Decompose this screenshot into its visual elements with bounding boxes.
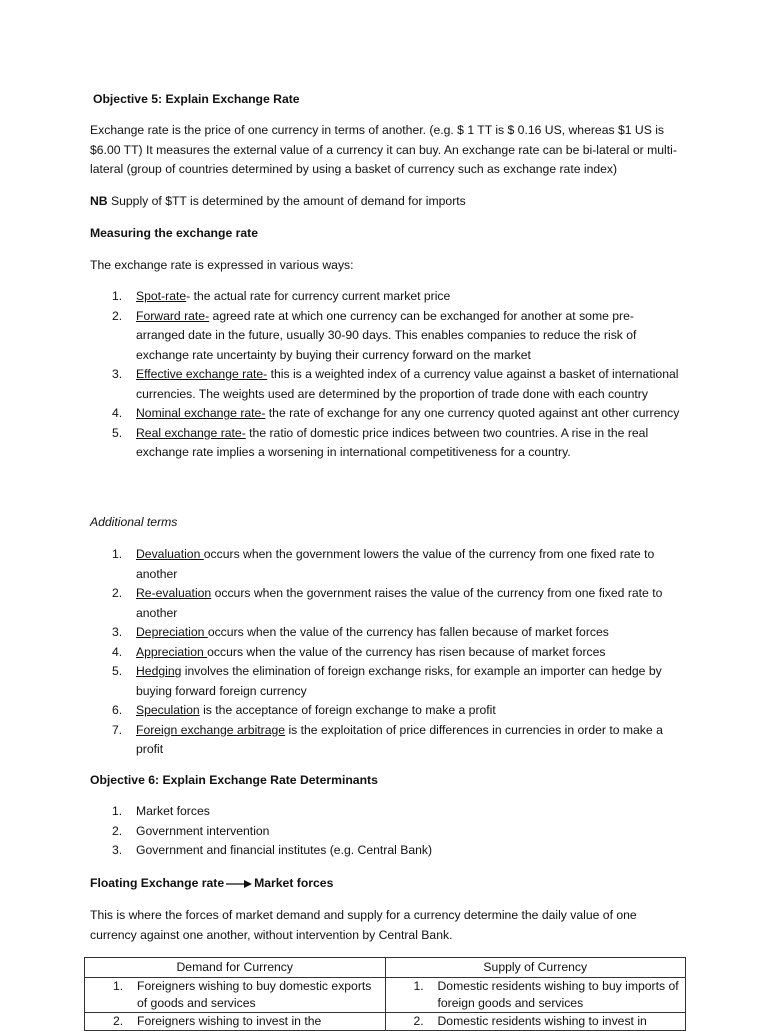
term: Appreciation bbox=[136, 644, 208, 659]
objective5-intro: Exchange rate is the price of one currency in terms of another. (e.g. $ 1 TT is $ 0.16 US, whereas $1 US is $6.00 TT) It measures the external value of a currency it can buy. An exchange rate can be bi-lateral or multi-lateral (group of countries determined by using a basket of currency such as exchange rate index) bbox=[90, 123, 677, 176]
list-item: 2. Government intervention bbox=[112, 823, 270, 838]
table-cell bbox=[85, 1013, 386, 1031]
table-cell bbox=[385, 978, 686, 1013]
list-item: 3. Effective exchange rate- this is a weighted index of a currency value against a basket of international currencies. The weights used are determined by the proportion of trade done with each country bbox=[112, 367, 679, 401]
list-item: 2. Domestic residents wishing to invest in bbox=[413, 1014, 647, 1028]
objective5-title: Objective 5: Explain Exchange Rate bbox=[93, 92, 300, 106]
list-item: 4. Nominal exchange rate- the rate of exchange for any one currency quoted against ant other currency bbox=[112, 406, 680, 420]
list-item: 3. Depreciation occurs when the value of the currency has fallen because of market forces bbox=[112, 625, 609, 639]
list-item: 6. Speculation is the acceptance of foreign exchange to make a profit bbox=[112, 703, 496, 717]
term: Hedging bbox=[136, 664, 182, 678]
term: Speculation bbox=[136, 703, 200, 717]
list-item: 5. Real exchange rate- the ratio of domestic price indices between two countries. A rise in the real exchange rate implies a worsening in international competitiveness for a country. bbox=[112, 425, 649, 459]
term: Foreign exchange arbitrage bbox=[136, 722, 286, 737]
term: Effective exchange rate- bbox=[136, 367, 268, 381]
term: Spot-rate bbox=[136, 289, 187, 303]
additional-heading: Additional terms bbox=[90, 515, 178, 529]
term: Depreciation bbox=[136, 625, 208, 639]
additional-list bbox=[90, 545, 680, 760]
demand-header: Demand for Currency bbox=[85, 958, 386, 978]
measuring-heading: Measuring the exchange rate bbox=[90, 226, 258, 240]
currency-table bbox=[84, 957, 686, 1031]
supply-header: Supply of Currency bbox=[385, 958, 686, 978]
list-item: 2. Re-evaluation occurs when the government raises the value of the currency from one fixed rate to another bbox=[112, 586, 663, 620]
nb-label: NB bbox=[90, 194, 108, 208]
list-item: 2. Foreigners wishing to invest in the bbox=[113, 1014, 322, 1028]
list-item: 7. Foreign exchange arbitrage is the exploitation of price differences in currencies in order to make a profit bbox=[112, 722, 663, 756]
list-item: 1. Domestic residents wishing to buy imports of foreign goods and services bbox=[413, 979, 679, 1010]
term: Real exchange rate- bbox=[136, 425, 246, 440]
table-cell bbox=[85, 978, 386, 1013]
list-item: 1. Foreigners wishing to buy domestic exports of goods and services bbox=[113, 979, 372, 1010]
table-row bbox=[85, 978, 686, 1013]
term: Nominal exchange rate- bbox=[136, 406, 266, 420]
table-header-row bbox=[85, 958, 686, 978]
term: Re-evaluation bbox=[136, 586, 212, 600]
objective6-list bbox=[90, 802, 680, 861]
list-item: 4. Appreciation occurs when the value of the currency has risen because of market forces bbox=[112, 644, 606, 659]
nb-note bbox=[90, 192, 680, 212]
list-item: 1. Devaluation occurs when the government lowers the value of the currency from one fixed rate to another bbox=[112, 547, 655, 581]
term: Devaluation bbox=[136, 547, 204, 561]
arrow-right-icon bbox=[226, 879, 252, 889]
floating-text: This is where the forces of market demand and supply for a currency determine the daily value of one currency against one another, without intervention by Central Bank. bbox=[90, 908, 637, 942]
list-item: 1. Market forces bbox=[112, 804, 210, 818]
measuring-intro: The exchange rate is expressed in various ways: bbox=[90, 258, 354, 272]
list-item: 2. Forward rate- agreed rate at which one currency can be exchanged for another at some pre-arranged date in the future, usually 30-90 days. This enables companies to reduce the risk of exchange rate uncertainty by buying their currency forward on the market bbox=[112, 308, 637, 362]
list-item: 5. Hedging involves the elimination of foreign exchange risks, for example an importer can hedge by buying forward foreign currency bbox=[112, 664, 662, 698]
objective6-title: Objective 6: Explain Exchange Rate Determinants bbox=[90, 773, 378, 787]
table-cell bbox=[385, 1013, 686, 1031]
floating-heading: Floating Exchange rate Market forces bbox=[90, 876, 334, 890]
term: Forward rate- bbox=[136, 308, 210, 323]
list-item: 1. Spot-rate- the actual rate for currency current market price bbox=[112, 289, 451, 303]
measuring-list bbox=[90, 287, 680, 463]
list-item: 3. Government and financial institutes (e.g. Central Bank) bbox=[112, 843, 433, 857]
table-row bbox=[85, 1013, 686, 1031]
nb-text: Supply of $TT is determined by the amount of demand for imports bbox=[107, 194, 466, 208]
